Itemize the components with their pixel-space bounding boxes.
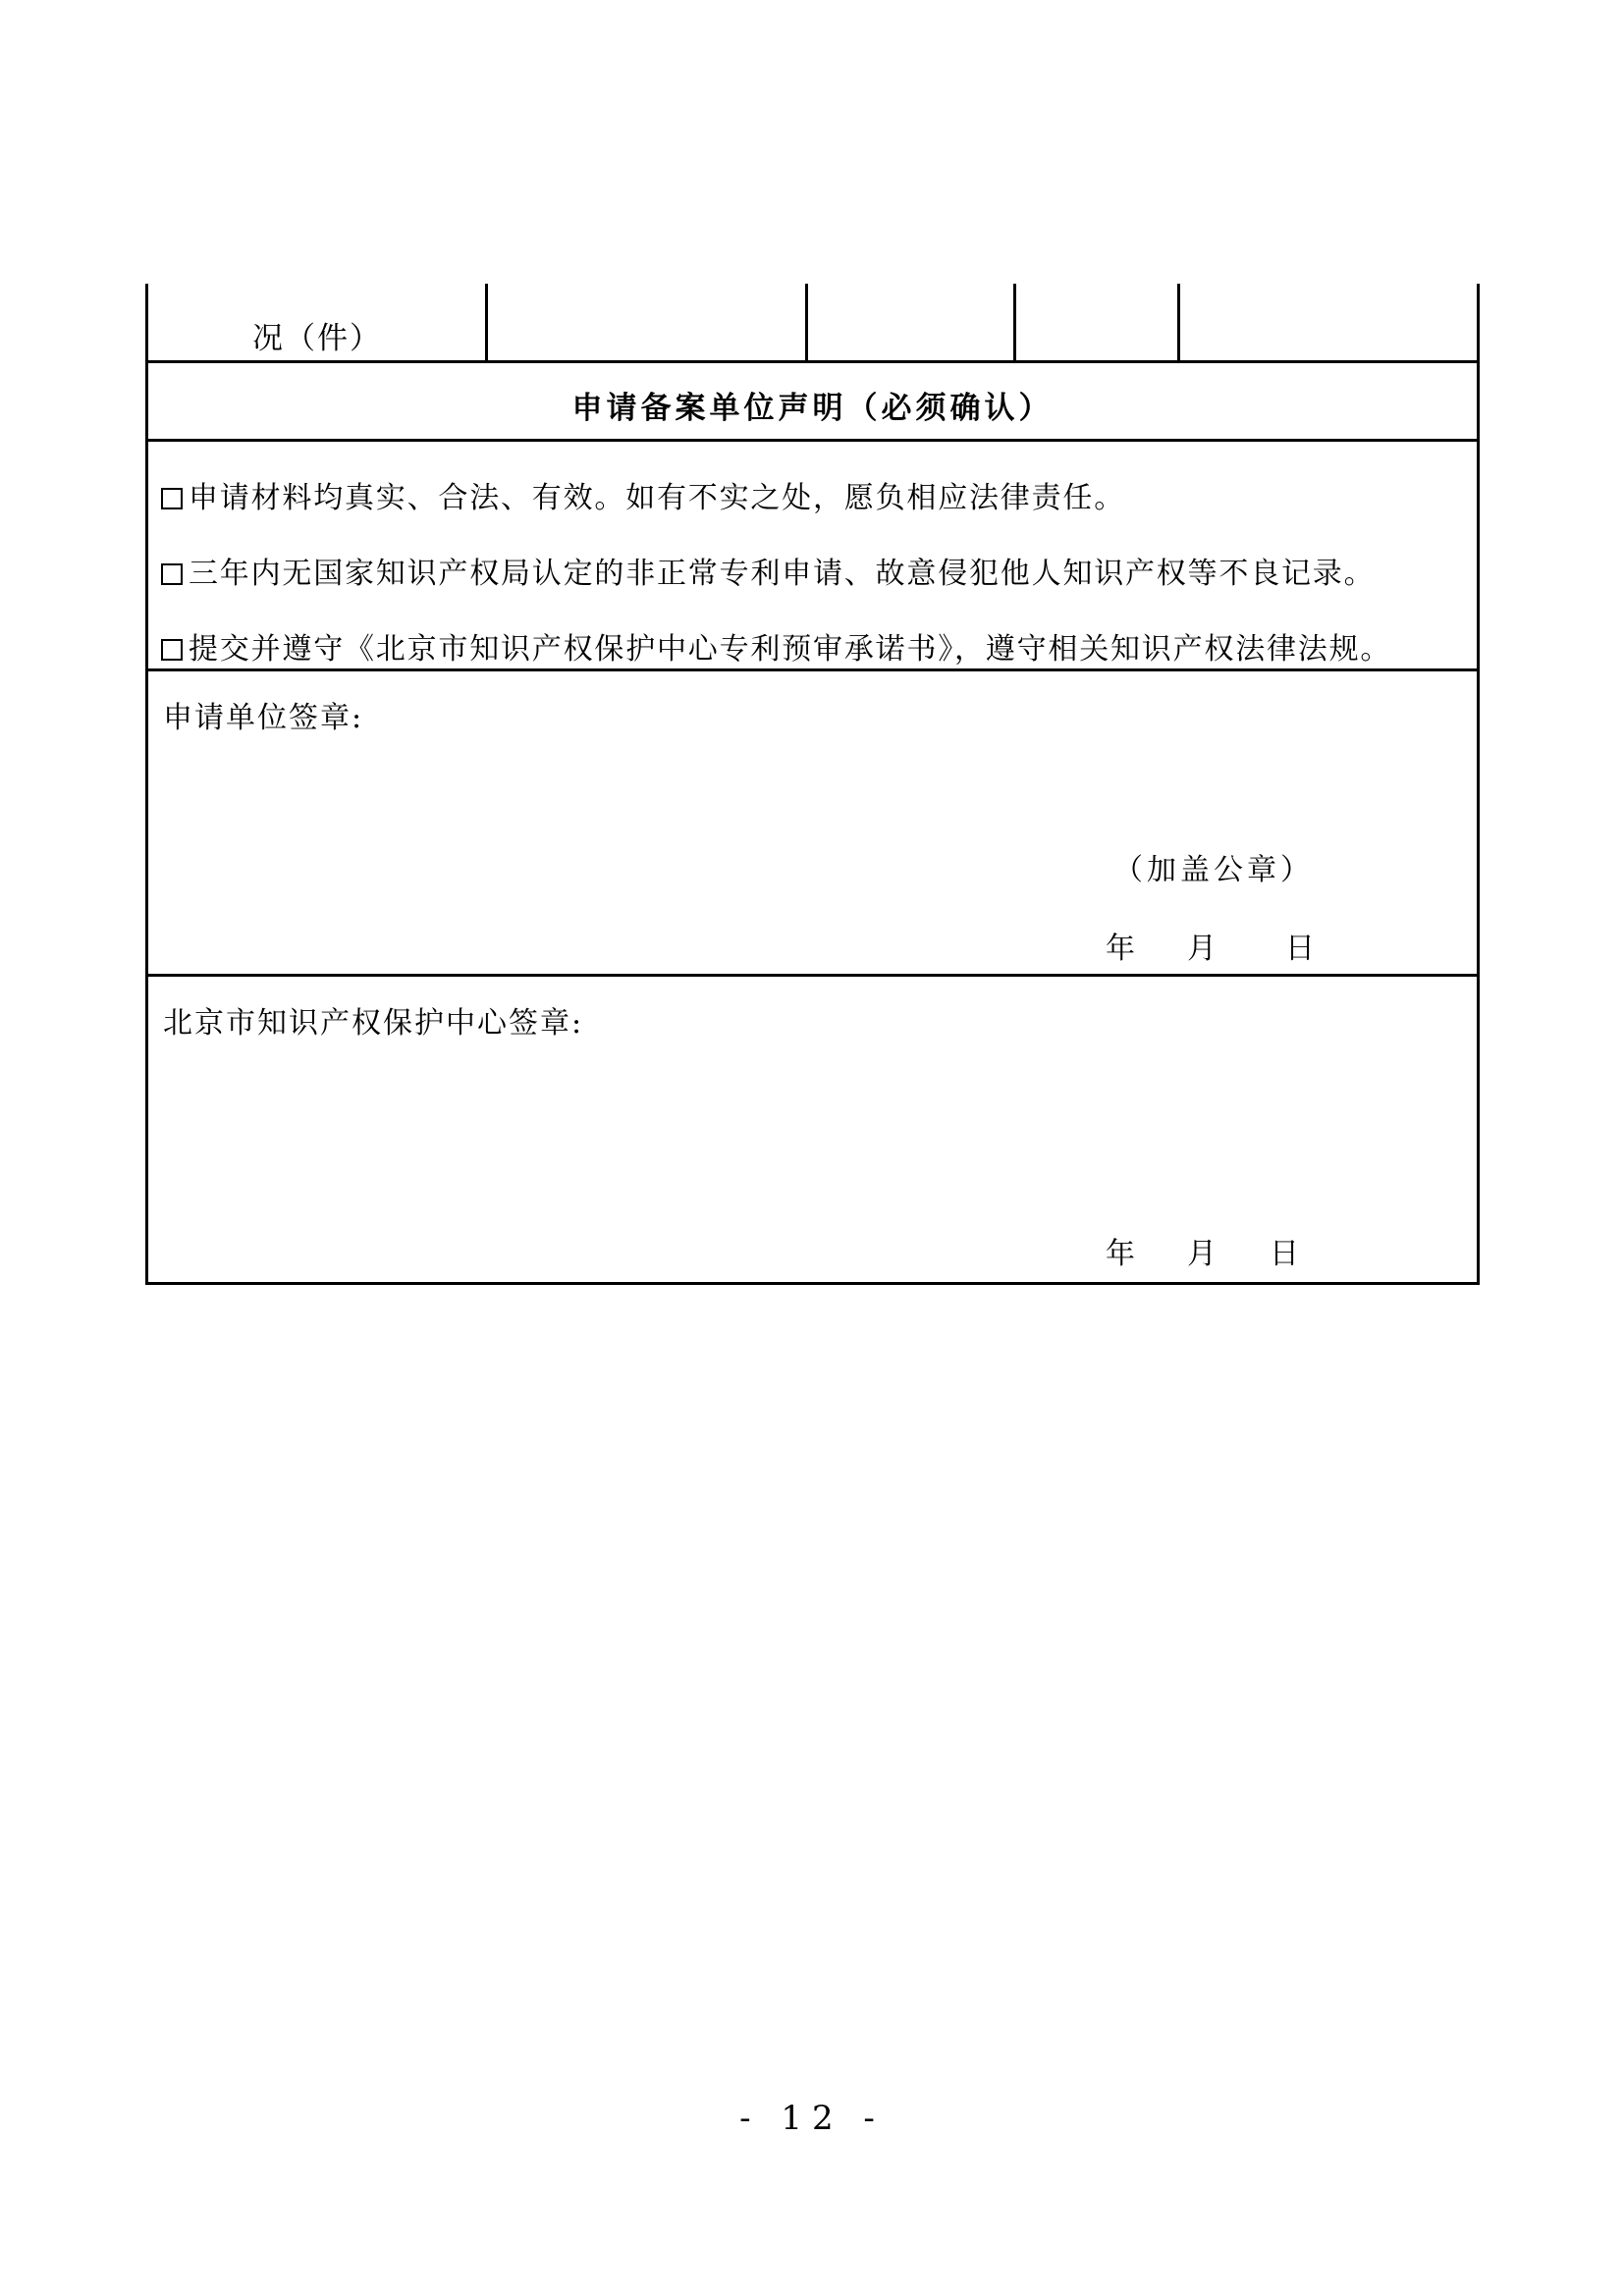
declaration-header-row <box>148 363 1477 442</box>
page-number: - 12 - <box>739 2099 885 2138</box>
center-signature-row <box>148 977 1477 1282</box>
column-divider <box>805 284 808 360</box>
continuation-label: 况（件） <box>252 321 382 356</box>
date-year: 年 <box>1106 932 1135 966</box>
declaration-text: 申请材料均真实、合法、有效。如有不实之处，愿负相应法律责任。 <box>189 481 1125 515</box>
date-year: 年 <box>1106 1237 1135 1271</box>
center-signature-label: 北京市知识产权保护中心签章: <box>163 1006 584 1041</box>
date-day: 日 <box>1270 1237 1299 1271</box>
declaration-text: 提交并遵守《北京市知识产权保护中心专利预审承诺书》，遵守相关知识产权法律法规。 <box>189 632 1392 667</box>
seal-note: （加盖公章） <box>1113 853 1314 887</box>
declaration-form-table <box>145 284 1480 1285</box>
applicant-signature-row <box>148 671 1477 977</box>
date-month: 月 <box>1187 1237 1217 1271</box>
column-divider <box>1177 284 1180 360</box>
declaration-item[interactable] <box>161 473 1125 516</box>
date-day: 日 <box>1285 932 1315 966</box>
date-month: 月 <box>1187 932 1217 966</box>
column-divider <box>485 284 488 360</box>
declaration-checkbox[interactable] <box>161 563 183 585</box>
declaration-items-row <box>148 442 1477 671</box>
declaration-checkbox[interactable] <box>161 639 183 661</box>
column-divider <box>1013 284 1016 360</box>
declaration-item[interactable] <box>161 624 1391 667</box>
declaration-checkbox[interactable] <box>161 488 183 509</box>
continuation-row <box>148 284 1477 363</box>
declaration-text: 三年内无国家知识产权局认定的非正常专利申请、故意侵犯他人知识产权等不良记录。 <box>189 557 1376 591</box>
applicant-signature-label: 申请单位签章: <box>163 701 364 735</box>
declaration-header-title: 申请备案单位声明（必须确认） <box>571 391 1054 426</box>
declaration-item[interactable] <box>161 549 1375 592</box>
